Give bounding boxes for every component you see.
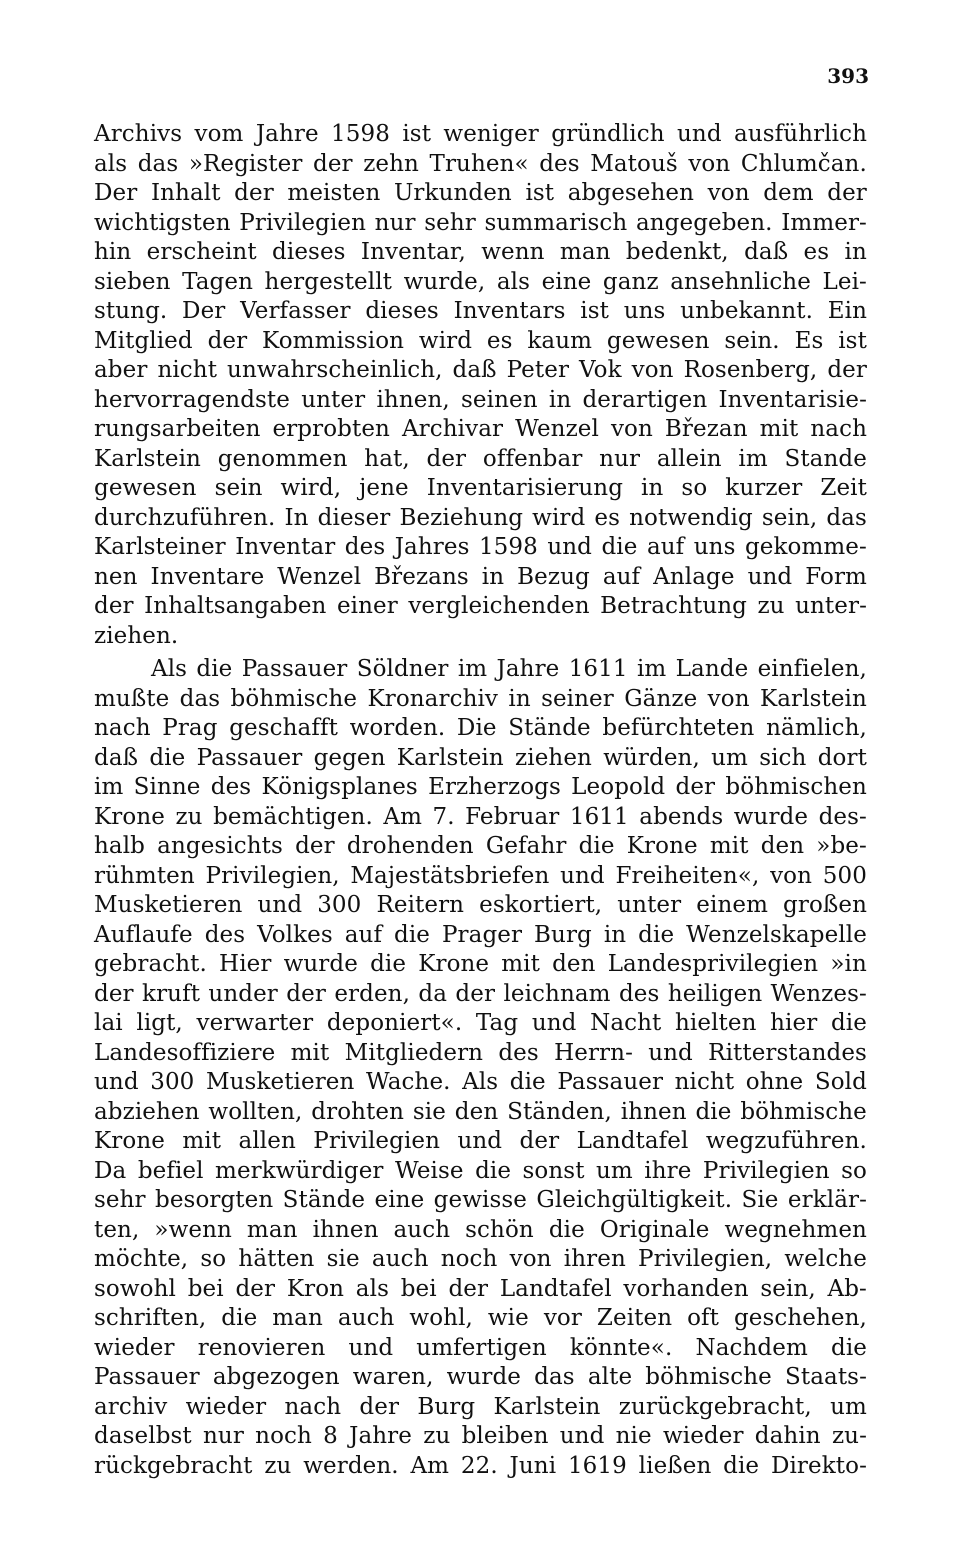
text-line: Auflaufe des Volkes auf die Prager Burg in die Wenzelskapelle [94, 921, 867, 948]
text-line: lai ligt, verwarter deponiert«. Tag und Nacht hielten hier die [94, 1010, 867, 1036]
text-line: stung. Der Verfasser dieses Inventars ist uns unbekannt. Ein [94, 298, 867, 324]
text-line: schriften, die man auch wohl, wie vor Zeiten oft geschehen, [94, 1305, 867, 1331]
body-text [94, 120, 867, 1481]
text-line: Karlsteiner Inventar des Jahres 1598 und die auf uns gekomme- [94, 534, 867, 560]
text-line: daß die Passauer gegen Karlstein ziehen würden, um sich dort [94, 744, 867, 771]
text-line: hervorragendste unter ihnen, seinen in derartigen Inventarisie- [94, 386, 867, 413]
text-line: Krone zu bemächtigen. Am 7. Februar 1611 abends wurde des- [94, 803, 867, 830]
text-line: halb angesichts der drohenden Gefahr die Krone mit den »be- [94, 833, 867, 859]
text-line: durchzuführen. In dieser Beziehung wird es notwendig sein, das [94, 504, 867, 531]
page-number: 393 [827, 64, 869, 88]
text-line: der kruft under der erden, da der leichnam des heiligen Wenzes- [94, 980, 867, 1007]
text-line: sieben Tagen hergestellt wurde, als eine ganz ansehnliche Lei- [94, 268, 867, 295]
text-line: als das »Register der zehn Truhen« des Matouš von Chlumčan. [94, 150, 867, 177]
text-line: archiv wieder nach der Burg Karlstein zurückgebracht, um [94, 1393, 867, 1420]
paragraph [94, 120, 867, 651]
text-line: rückgebracht zu werden. Am 22. Juni 1619 ließen die Direkto- [94, 1452, 867, 1479]
text-line: ten, »wenn man ihnen auch schön die Originale wegnehmen [94, 1216, 867, 1243]
text-line: sehr besorgten Stände eine gewisse Gleichgültigkeit. Sie erklär- [94, 1187, 867, 1213]
text-line: Mitglied der Kommission wird es kaum gewesen sein. Es ist [94, 327, 867, 354]
text-line: abziehen wollten, drohten sie den Ständen, ihnen die böhmische [94, 1098, 867, 1125]
paragraph [94, 655, 867, 1481]
text-line: aber nicht unwahrscheinlich, daß Peter Vok von Rosenberg, der [94, 357, 867, 383]
text-line: gewesen sein wird, jene Inventarisierung in so kurzer Zeit [94, 475, 867, 501]
text-line: rungsarbeiten erprobten Archivar Wenzel von Březan mit nach [94, 416, 867, 442]
text-line: ziehen. [94, 622, 179, 649]
text-line: daselbst nur noch 8 Jahre zu bleiben und nie wieder dahin zu- [94, 1423, 867, 1449]
text-line: wieder renovieren und umfertigen könnte«. Nachdem die [94, 1334, 867, 1361]
text-line: nen Inventare Wenzel Březans in Bezug auf Anlage und Form [94, 563, 867, 590]
text-line: Musketieren und 300 Reitern eskortiert, unter einem großen [94, 892, 867, 918]
text-line: Krone mit allen Privilegien und der Landtafel wegzuführen. [94, 1128, 867, 1154]
text-line: Landesoffiziere mit Mitgliedern des Herrn- und Ritterstandes [94, 1039, 867, 1066]
text-line: rühmten Privilegien, Majestätsbriefen und Freiheiten«, von 500 [94, 862, 867, 889]
text-line: wichtigsten Privilegien nur sehr summarisch angegeben. Immer- [94, 209, 867, 236]
text-line: der Inhaltsangaben einer vergleichenden Betrachtung zu unter- [94, 593, 867, 619]
text-line: und 300 Musketieren Wache. Als die Passauer nicht ohne Sold [94, 1069, 867, 1095]
text-line: hin erscheint dieses Inventar, wenn man bedenkt, daß es in [94, 239, 867, 265]
text-line: Archivs vom Jahre 1598 ist weniger gründlich und ausführlich [94, 121, 867, 147]
text-line: Der Inhalt der meisten Urkunden ist abgesehen von dem der [94, 180, 867, 206]
text-line: sowohl bei der Kron als bei der Landtafel vorhanden sein, Ab- [94, 1275, 867, 1302]
text-line: nach Prag geschafft worden. Die Stände befürchteten nämlich, [94, 715, 867, 741]
text-line: Da befiel merkwürdiger Weise die sonst um ihre Privilegien so [94, 1157, 867, 1184]
text-line: Passauer abgezogen waren, wurde das alte böhmische Staats- [94, 1364, 867, 1390]
text-line: möchte, so hätten sie auch noch von ihren Privilegien, welche [94, 1246, 867, 1272]
text-line: im Sinne des Königsplanes Erzherzogs Leopold der böhmischen [94, 774, 867, 800]
text-line: gebracht. Hier wurde die Krone mit den Landesprivilegien »in [94, 951, 867, 977]
text-line: Als die Passauer Söldner im Jahre 1611 im Lande einfielen, [151, 656, 867, 682]
text-line: Karlstein genommen hat, der offenbar nur allein im Stande [94, 445, 867, 472]
text-line: mußte das böhmische Kronarchiv in seiner Gänze von Karlstein [94, 685, 867, 712]
